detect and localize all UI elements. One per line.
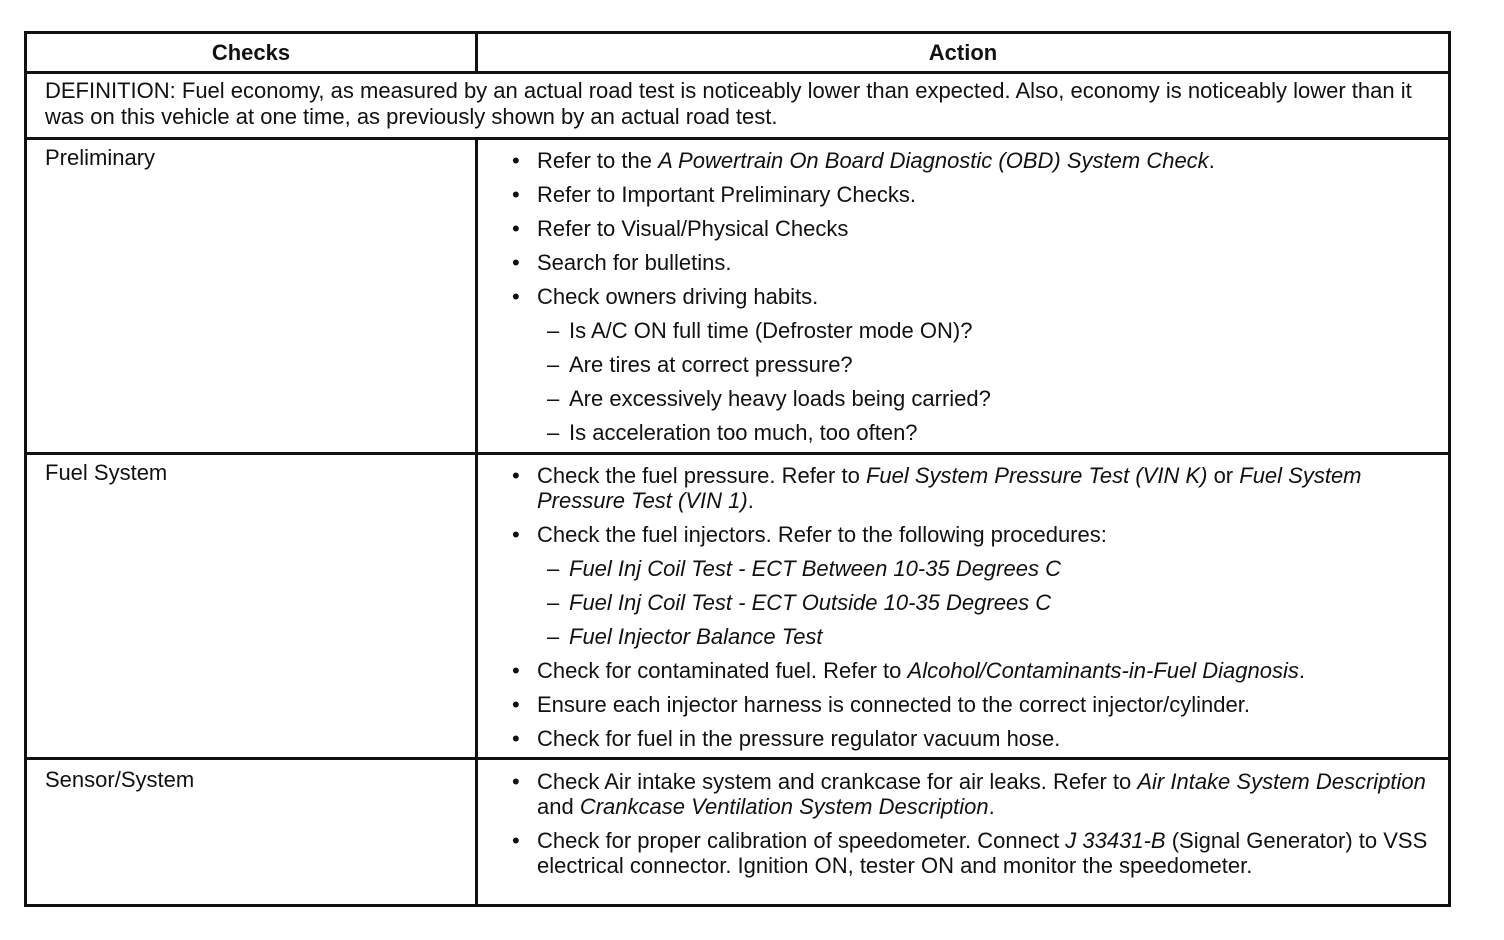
- action-sub-item: [507, 318, 1442, 343]
- action-text: Check the fuel injectors. Refer to the following procedures:: [537, 522, 1107, 547]
- action-text: and: [537, 794, 580, 819]
- action-text: Check for proper calibration of speedometer. Connect: [537, 828, 1066, 853]
- action-sub-item: [507, 556, 1442, 581]
- action-text: Are excessively heavy loads being carried?: [569, 386, 991, 411]
- action-text: Refer to Important Preliminary Checks.: [537, 182, 917, 207]
- action-text: .: [1298, 658, 1305, 683]
- bullet-icon: •: [512, 522, 520, 547]
- action-text: or: [1207, 463, 1240, 488]
- action-text: Check the fuel pressure. Refer to: [537, 463, 866, 488]
- bullet-icon: •: [512, 692, 520, 717]
- action-text: Search for bulletins.: [537, 250, 732, 275]
- action-bullet-item: [507, 250, 1442, 275]
- action-text: Refer to the: [537, 148, 659, 173]
- action-sub-item: [507, 420, 1442, 445]
- action-list-sensor-system: [507, 769, 1442, 878]
- bullet-icon: •: [512, 148, 520, 173]
- bullet-icon: •: [512, 216, 520, 241]
- dash-icon: –: [547, 386, 560, 411]
- action-text: Check Air intake system and crankcase for air leaks. Refer to: [537, 769, 1138, 794]
- action-sub-item: [507, 590, 1442, 615]
- action-text: .: [1208, 148, 1215, 173]
- check-label-preliminary: Preliminary: [45, 145, 156, 170]
- action-reference-text: Fuel System Pressure Test (VIN 1): [537, 463, 1362, 513]
- action-text: Is A/C ON full time (Defroster mode ON)?: [569, 318, 973, 343]
- action-text: .: [988, 794, 995, 819]
- action-reference-text: Alcohol/Contaminants-in-Fuel Diagnosis: [907, 658, 1299, 683]
- bullet-icon: •: [512, 250, 520, 275]
- dash-icon: –: [547, 624, 560, 649]
- action-reference-text: Air Intake System Description: [1137, 769, 1426, 794]
- bullet-icon: •: [512, 284, 520, 309]
- action-bullet-item: [507, 522, 1442, 547]
- action-bullet-item: [507, 692, 1442, 717]
- action-text: Is acceleration too much, too often?: [569, 420, 918, 445]
- action-bullet-item: [507, 182, 1442, 207]
- action-text: (Signal Generator) to VSS electrical connector. Ignition ON, tester ON and monitor the speedometer.: [537, 828, 1428, 878]
- row-rule-2: [27, 757, 1448, 760]
- diagnostic-table: [24, 31, 1451, 907]
- action-bullet-item: [507, 828, 1442, 878]
- action-bullet-item: [507, 284, 1442, 309]
- action-sub-item: [507, 624, 1442, 649]
- action-reference-text: Fuel Inj Coil Test - ECT Outside 10-35 Degrees C: [569, 590, 1052, 615]
- action-text: Check for fuel in the pressure regulator vacuum hose.: [537, 726, 1061, 751]
- action-reference-text: Crankcase Ventilation System Description: [579, 794, 989, 819]
- row-rule-1: [27, 452, 1448, 455]
- action-sub-item: [507, 386, 1442, 411]
- action-list-preliminary: [507, 148, 1442, 445]
- action-reference-text: A Powertrain On Board Diagnostic (OBD) System Check: [658, 148, 1209, 173]
- check-label-sensor-system: Sensor/System: [45, 767, 195, 792]
- action-bullet-item: [507, 216, 1442, 241]
- action-sub-item: [507, 352, 1442, 377]
- bullet-icon: •: [512, 769, 520, 794]
- bullet-icon: •: [512, 658, 520, 683]
- action-text: Are tires at correct pressure?: [569, 352, 853, 377]
- action-list-fuel-system: [507, 463, 1442, 751]
- dash-icon: –: [547, 352, 560, 377]
- dash-icon: –: [547, 590, 560, 615]
- column-divider-body: [475, 138, 478, 907]
- action-bullet-item: [507, 658, 1442, 683]
- definition-rule: [27, 137, 1448, 140]
- action-reference-text: Fuel Injector Balance Test: [569, 624, 823, 649]
- bullet-icon: •: [512, 182, 520, 207]
- dash-icon: –: [547, 420, 560, 445]
- header-checks: Checks: [211, 40, 291, 65]
- definition-text: DEFINITION: Fuel economy, as measured by an actual road test is noticeably lower than expected. Also, economy is noticeably lower than it was on this vehicle at one time, as previously shown by an actual road test.: [45, 78, 1412, 129]
- dash-icon: –: [547, 556, 560, 581]
- action-bullet-item: [507, 726, 1442, 751]
- dash-icon: –: [547, 318, 560, 343]
- action-text: Check owners driving habits.: [537, 284, 819, 309]
- bullet-icon: •: [512, 463, 520, 488]
- action-bullet-item: [507, 463, 1442, 513]
- action-reference-text: Fuel System Pressure Test (VIN K): [865, 463, 1208, 488]
- action-text: Check for contaminated fuel. Refer to: [537, 658, 908, 683]
- action-bullet-item: [507, 769, 1442, 819]
- bullet-icon: •: [512, 828, 520, 853]
- header-action: Action: [928, 40, 998, 65]
- action-reference-text: J 33431-B: [1065, 828, 1166, 853]
- check-label-fuel-system: Fuel System: [45, 460, 168, 485]
- bullet-icon: •: [512, 726, 520, 751]
- action-text: .: [747, 488, 754, 513]
- action-text: Ensure each injector harness is connected to the correct injector/cylinder.: [537, 692, 1250, 717]
- action-bullet-item: [507, 148, 1442, 173]
- action-reference-text: Fuel Inj Coil Test - ECT Between 10-35 Degrees C: [569, 556, 1061, 581]
- action-text: Refer to Visual/Physical Checks: [537, 216, 849, 241]
